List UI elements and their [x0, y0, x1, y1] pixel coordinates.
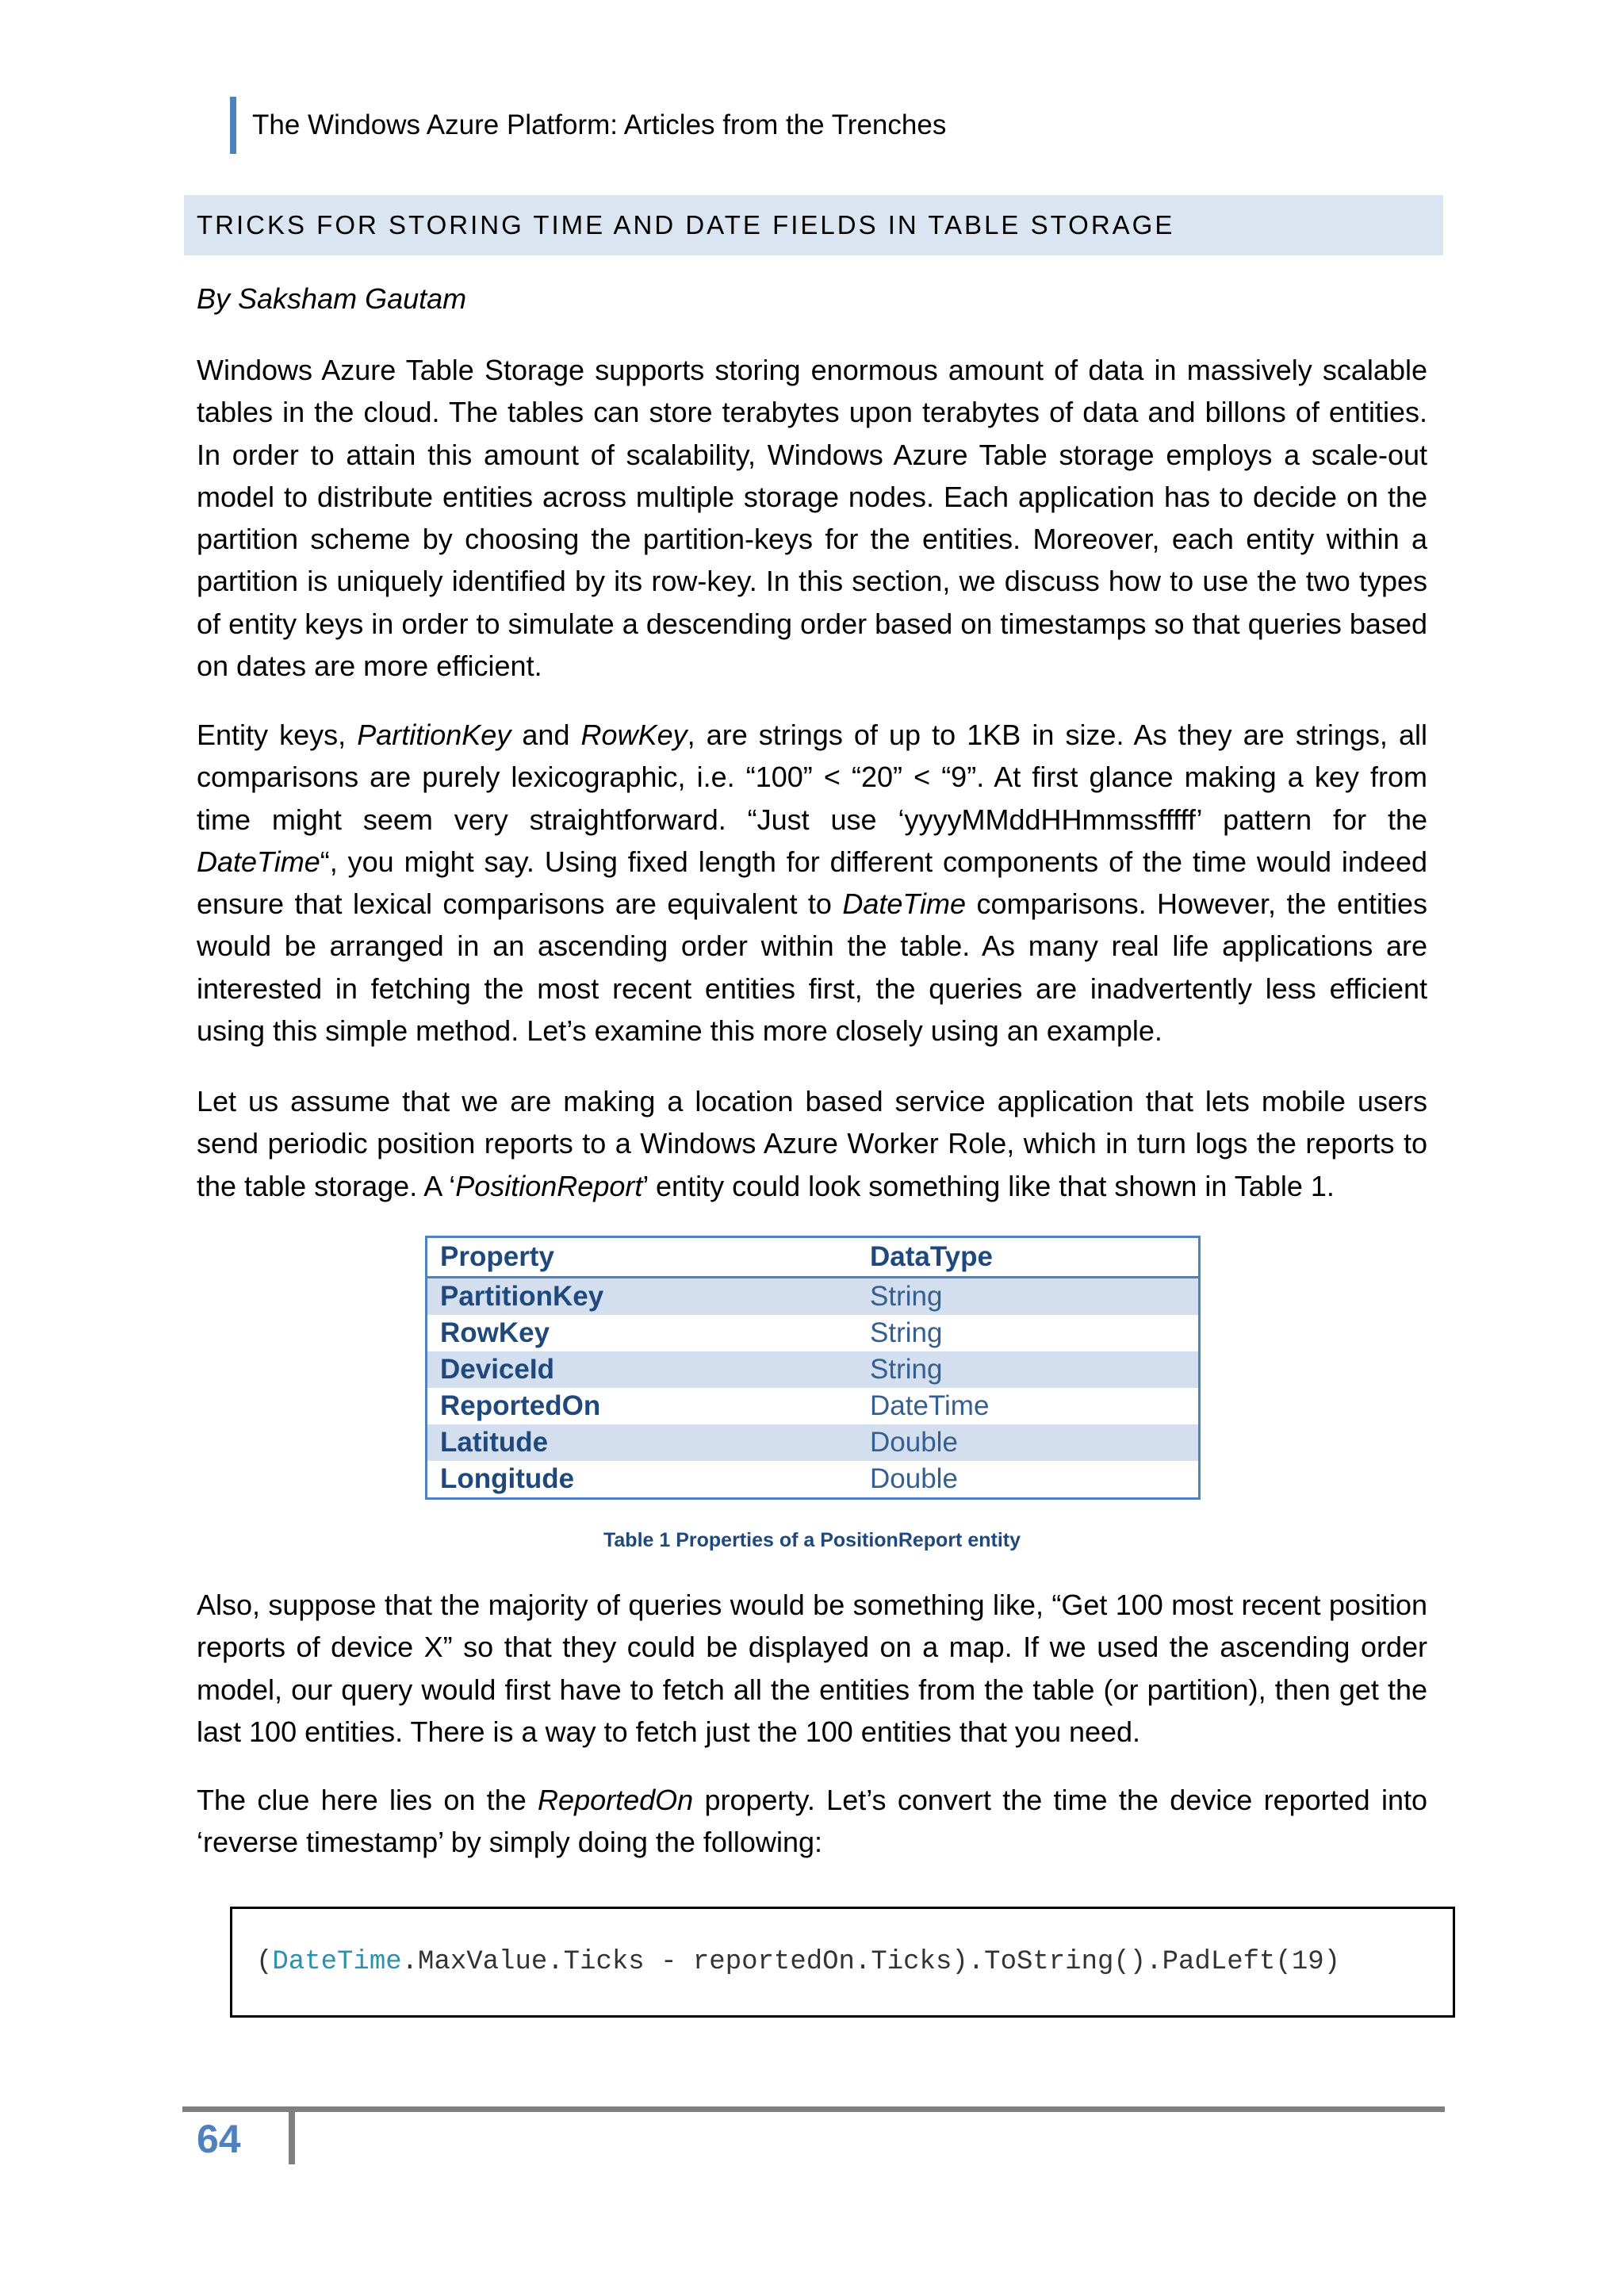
table-cell-datatype: String — [870, 1281, 943, 1312]
table-cell-datatype: Double — [870, 1463, 958, 1494]
properties-table — [425, 1236, 1201, 1500]
table-cell-datatype: String — [870, 1354, 943, 1385]
p2-text-3: , are strings of up to 1KB in size. As they are strings, all comparisons are purely lexicographic, i.e. “100” < “20” < “9”. At first glance making a key from time might seem very straightforward. “Just use ‘yyyyMMddHHmmssfffff’ pattern for the — [197, 719, 1427, 836]
table-header-row — [427, 1238, 1198, 1278]
table-row — [427, 1424, 1198, 1461]
table-row — [427, 1388, 1198, 1424]
p2-text-1: Entity keys, — [197, 719, 358, 751]
p2-italic-partitionkey: PartitionKey — [357, 719, 511, 751]
section-heading-text: TRICKS FOR STORING TIME AND DATE FIELDS IN TABLE STORAGE — [197, 210, 1175, 240]
table-cell-datatype: Double — [870, 1427, 958, 1458]
table-row — [427, 1278, 1198, 1315]
footer-divider — [289, 2112, 295, 2164]
paragraph-intro: Windows Azure Table Storage supports storing enormous amount of data in massively scalable tables in the cloud. The tables can store terabytes upon terabytes of data and billons of entities. In order to attain this amount of scalability, Windows Azure Table storage employs a scale-out model to distribute entities across multiple storage nodes. Each application has to decide on the partition scheme by choosing the partition-keys for the entities. Moreover, each entity within a partition is uniquely identified by its row-key. In this section, we discuss how to use the two types of entity keys in order to simulate a descending order based on timestamps so that queries based on dates are more efficient. — [197, 354, 1427, 683]
paragraph-example — [197, 1080, 1427, 1207]
table-row — [427, 1461, 1198, 1497]
table-cell-property: PartitionKey — [440, 1281, 604, 1312]
code-snippet — [230, 1907, 1455, 2018]
code-expression: .MaxValue.Ticks - reportedOn.Ticks).ToString().PadLeft(19) — [401, 1947, 1341, 1977]
table-row — [427, 1351, 1198, 1388]
p2-text-2: and — [511, 719, 581, 751]
table-cell-datatype: DateTime — [870, 1390, 990, 1421]
byline: By Saksham Gautam — [197, 282, 467, 315]
p2-text-4: “, you might say. Using fixed length for different components of the time would indeed ensure that lexical comparisons are equivalent to — [197, 845, 1427, 921]
table-header-cell: DataType — [870, 1241, 993, 1272]
p5-text-1: The clue here lies on the — [197, 1784, 538, 1816]
running-header — [230, 97, 946, 154]
footer-rule — [182, 2106, 1445, 2112]
table-row — [427, 1315, 1198, 1351]
p2-italic-datetime-1: DateTime — [197, 845, 320, 878]
table-cell-property: Latitude — [440, 1427, 549, 1458]
table-cell-property: Longitude — [440, 1463, 575, 1494]
code-open-paren: ( — [256, 1947, 273, 1977]
p3-italic-positionreport: PositionReport — [455, 1169, 643, 1202]
table-cell-property: RowKey — [440, 1317, 550, 1348]
p3-text-1: Let us assume that we are making a location based service application that lets mobile users send periodic position reports to a Windows Azure Worker Role, which in turn logs the reports to the table storage. A ‘ — [197, 1085, 1427, 1202]
page-number: 64 — [197, 2117, 241, 2161]
table-cell-property: ReportedOn — [440, 1390, 601, 1421]
table-header-cell: Property — [440, 1241, 554, 1272]
table-cell-datatype: String — [870, 1317, 943, 1348]
p5-italic-reportedon: ReportedOn — [538, 1784, 694, 1816]
paragraph-clue — [197, 1779, 1427, 1864]
table-caption: Table 1 Properties of a PositionReport entity — [603, 1529, 1021, 1551]
paragraph-entity-keys — [197, 714, 1427, 1052]
p3-text-2: ’ entity could look something like that shown in Table 1. — [642, 1169, 1335, 1202]
p2-italic-datetime-2: DateTime — [842, 887, 967, 921]
p2-italic-rowkey: RowKey — [580, 719, 688, 751]
paragraph-queries: Also, suppose that the majority of queries would be something like, “Get 100 most recent position reports of device X” so that they could be displayed on a map. If we used the ascending order model, our query would first have to fetch all the entities from the table (or partition), then get the last 100 entities. There is a way to fetch just the 100 entities that you need. — [197, 1589, 1427, 1748]
p2-text-5: comparisons. However, the entities would be arranged in an ascending order within the table. As many real life applications are interested in fetching the most recent entities first, the queries are inadvertently less efficient using this simple method. Let’s examine this more closely using an example. — [197, 887, 1428, 1048]
code-type-name: DateTime — [272, 1947, 402, 1977]
table-cell-property: DeviceId — [440, 1354, 554, 1385]
p5-text-2: property. Let’s convert the time the device reported into ‘reverse timestamp’ by simply doing the following: — [197, 1784, 1428, 1859]
running-header-title: The Windows Azure Platform: Articles from the Trenches — [252, 109, 947, 140]
section-heading — [184, 195, 1443, 255]
